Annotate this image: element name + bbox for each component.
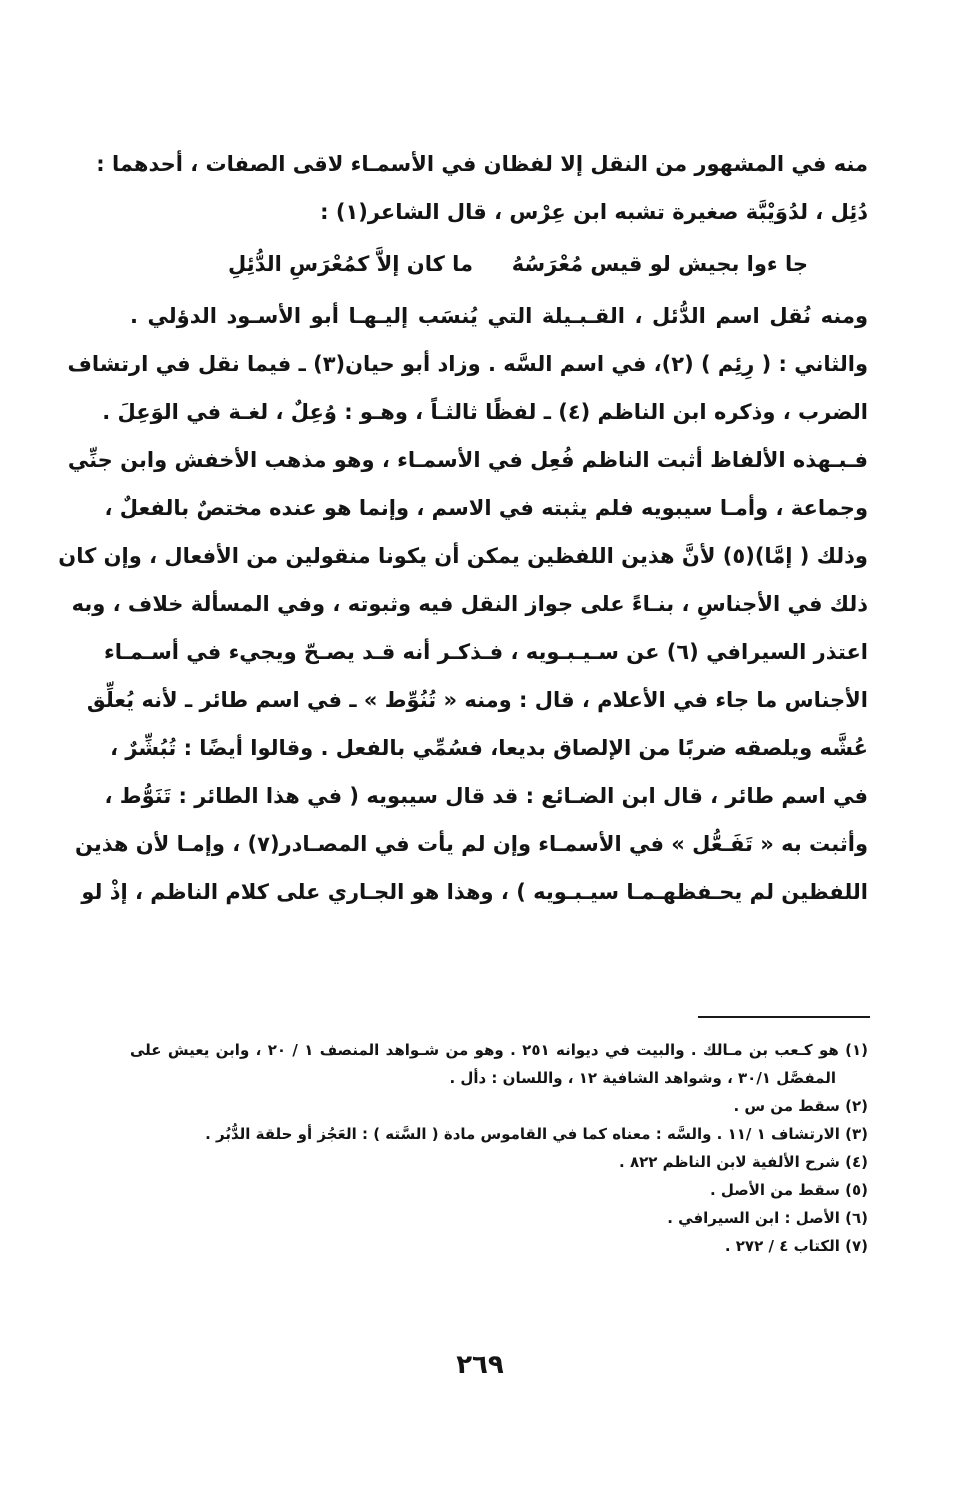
footnote: (٣) الارتشاف ١ /١١ . والسَّه : معناه كما في القاموس مادة ( السَّته ) : العَجُز أو حلقة الدُّبُر . — [205, 1125, 868, 1143]
footnotes — [130, 1036, 868, 1260]
text-line: الأجناس ما جاء في الأعلام ، قال : ومنه « تُنُوِّط » ـ في اسم طائر ـ لأنه يُعلِّق — [86, 688, 868, 712]
main-text — [58, 140, 868, 916]
text-line: في اسم طائر ، قال ابن الضـائع : قد قال سيبويه ( في هذا الطائر : تَنَوُّط ، — [104, 784, 868, 808]
text-line: دُئِل ، لدُوَيْبَّة صغيرة تشبه ابن عِرْس ، قال الشاعر(١) : — [320, 200, 868, 224]
verse-hemistich-first: جا ءوا بجيش لو قيس مُعْرَسُهُ — [511, 252, 808, 276]
footnote: (٧) الكتاب ٤ / ٢٧٢ . — [724, 1237, 868, 1255]
page-number: ٢٦٩ — [456, 1350, 504, 1380]
text-line: فـبـهذه الألفاظ أثبت الناظم فُعِل في الأسمـاء ، وهو مذهب الأخفش وابن جنِّي — [67, 448, 868, 472]
verse-hemistich-second: ما كان إلاَّ كمُعْرَسِ الدُّئِلِ — [227, 252, 473, 276]
footnote: (٢) سقط من س . — [733, 1097, 868, 1115]
text-line: والثاني : ( رِئِم ) (٢)، في اسم السَّه . وزاد أبو حيان(٣) ـ فيما نقل في ارتشاف — [67, 352, 868, 376]
text-line: وذلك ( إمَّا)(٥) لأنَّ هذين اللفظين يمكن أن يكونا منقولين من الأفعال ، وإن كان — [58, 544, 868, 568]
text-line: اللفظين لم يحـفظهـمـا سيـبـويه ) ، وهذا هو الجـاري على كلام الناظم ، إذْ لو — [81, 880, 868, 904]
footnote: (٥) سقط من الأصل . — [709, 1181, 868, 1199]
text-line: اعتذر السيرافي (٦) عن سـيـبـويه ، فـذكـر أنه قـد يصـحّ ويجيء في أسـمـاء — [104, 640, 868, 664]
poetry-verse — [130, 236, 868, 292]
footnote: (٦) الأصل : ابن السيرافي . — [667, 1209, 868, 1227]
text-line: عُشَّه ويلصقه ضربًا من الإلصاق بديعا، فسُمِّي بالفعل . وقالوا أيضًا : تُبُشِّرٌ ، — [110, 736, 868, 760]
text-line: الضرب ، وذكره ابن الناظم (٤) ـ لفظًا ثالثـاً ، وهـو : وُعِلٌ ، لغـة في الوَعِلَ . — [102, 400, 868, 424]
footnote-separator — [698, 1016, 870, 1018]
text-line: ذلك في الأجناسِ ، بنـاءً على جواز النقل فيه وثبوته ، وفي المسألة خلاف ، وبه — [71, 592, 868, 616]
text-line: وأثبت به « تَفَـعُّل » في الأسمـاء وإن لم يأت في المصـادر(٧) ، وإمـا لأن هذين — [74, 832, 868, 856]
footnote: (٤) شرح الألفية لابن الناظم ٨٢٢ . — [619, 1153, 868, 1171]
text-line: وجماعة ، وأمـا سيبويه فلم يثبته في الاسم ، وإنما هو عنده مختصٌ بالفعلٌ ، — [104, 496, 868, 520]
footnote-continuation: المفصَّل ٣٠/١ ، وشواهد الشافية ١٢ ، واللسان : دأل . — [449, 1069, 836, 1087]
text-line: منه في المشهور من النقل إلا لفظان في الأسمـاء لاقى الصفات ، أحدهما : — [96, 152, 868, 176]
text-line: ومنه نُقل اسم الدُّئل ، القـبـيلة التي يُنسَب إليـهـا أبو الأسـود الدؤلي . — [130, 304, 868, 328]
footnote: (١) هو كـعب بن مـالك . والبيت في ديوانه ٢٥١ . وهو من شـواهد المنصف ١ / ٢٠ ، وابن يعيش على — [130, 1041, 868, 1059]
